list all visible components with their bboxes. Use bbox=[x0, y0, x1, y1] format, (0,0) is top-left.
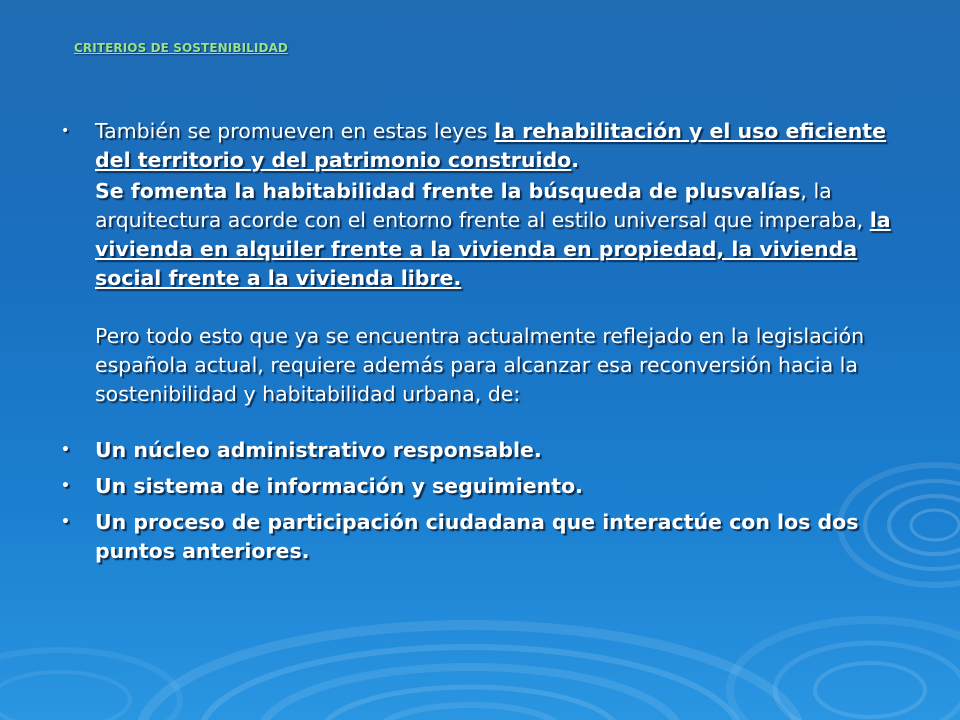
ripple-ring bbox=[775, 643, 960, 720]
list-item-label: Un sistema de información y seguimiento. bbox=[95, 474, 583, 498]
list-item-administrative-nucleus bbox=[58, 436, 898, 465]
list-item-label: Un proceso de participación ciudadana que interactúe con los dos puntos anteriores. bbox=[95, 510, 859, 563]
paragraph-habitability-emphasis: la vivienda en alquiler frente a la vivienda en propiedad, la vivienda social frente a la vivienda libre. bbox=[95, 208, 891, 290]
ripple-ring bbox=[815, 663, 925, 717]
ripple-ring bbox=[911, 510, 959, 540]
ripple-ring bbox=[889, 496, 960, 554]
paragraph-promotion bbox=[58, 117, 898, 175]
slide-body bbox=[58, 117, 898, 566]
paragraph-promotion-emphasis: la rehabilitación y el uso eficiente del territorio y del patrimonio construido bbox=[95, 119, 887, 172]
paragraph-habitability-lead: Se fomenta la habitabilidad frente la búsqueda de plusvalías bbox=[95, 179, 801, 203]
paragraph-requirements: Pero todo esto que ya se encuentra actualmente reflejado en la legislación española actual, requiere además para alcanzar esa reconversión hacia la sostenibilidad y habitabilidad urbana, de: bbox=[95, 324, 865, 406]
bullet-icon: • bbox=[61, 442, 70, 458]
bullet-icon: • bbox=[61, 478, 70, 494]
list-item-information-system bbox=[58, 472, 898, 501]
ripple-ring bbox=[375, 705, 565, 720]
paragraph-promotion-end: . bbox=[571, 148, 580, 172]
ripple-ring bbox=[260, 667, 680, 720]
list-item-citizen-participation bbox=[58, 508, 898, 566]
list-item-label: Un núcleo administrativo responsable. bbox=[95, 438, 542, 462]
paragraph-habitability bbox=[58, 177, 898, 293]
bullet-icon: • bbox=[61, 123, 70, 139]
ripple-ring bbox=[0, 672, 130, 720]
slide-title: CRITERIOS DE SOSTENIBILIDAD bbox=[74, 41, 288, 55]
paragraph-habitability-middle: , la arquitectura acorde con el entorno frente al estilo universal que imperaba, bbox=[95, 179, 870, 232]
bullet-icon: • bbox=[61, 514, 70, 530]
ripple-ring bbox=[730, 620, 960, 720]
paragraph-promotion-intro: También se promueven en estas leyes bbox=[95, 119, 495, 143]
